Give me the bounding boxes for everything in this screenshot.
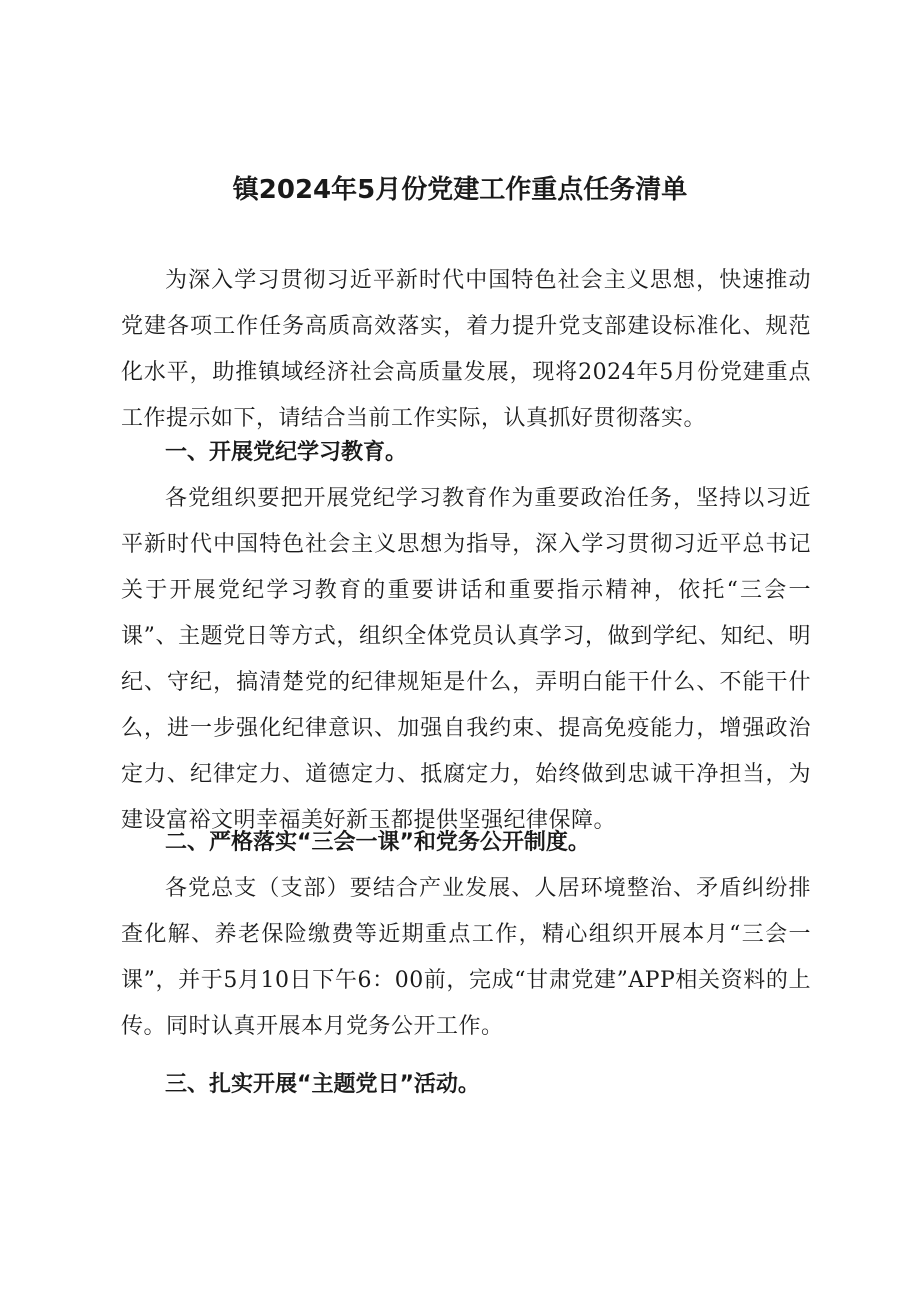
section-2-body: 各党总支（支部）要结合产业发展、人居环境整治、矛盾纠纷排查化解、养老保险缴费等近期重点工作，精心组织开展本月“三会一课”，并于5月10日下午6：00前，完成“甘肃党建”APP相关资料的上传。同时认真开展本月党务公开工作。 [121,876,811,1039]
section-3-heading: 三、扎实开展“主题党日”活动。 [165,1072,480,1097]
section-2-heading: 二、严格落实“三会一课”和党务公开制度。 [165,830,590,855]
intro-paragraph: 为深入学习贯彻习近平新时代中国特色社会主义思想，快速推动党建各项工作任务高质高效落实，着力提升党支部建设标准化、规范化水平，助推镇域经济社会高质量发展，现将2024年5月份党建重点工作提示如下，请结合当前工作实际，认真抓好贯彻落实。 [121,268,811,431]
section-1-body: 各党组织要把开展党纪学习教育作为重要政治任务，坚持以习近平新时代中国特色社会主义思想为指导，深入学习贯彻习近平总书记关于开展党纪学习教育的重要讲话和重要指示精神，依托“三会一课”、主题党日等方式，组织全体党员认真学习，做到学纪、知纪、明纪、守纪，搞清楚党的纪律规矩是什么，弄明白能干什么、不能干什么，进一步强化纪律意识、加强自我约束、提高免疫能力，增强政治定力、纪律定力、道德定力、抵腐定力，始终做到忠诚干净担当，为建设富裕文明幸福美好新玉都提供坚强纪律保障。 [121,486,811,833]
document-title: 镇2024年5月份党建工作重点任务清单 [232,175,688,205]
section-1-heading: 一、开展党纪学习教育。 [165,440,408,465]
